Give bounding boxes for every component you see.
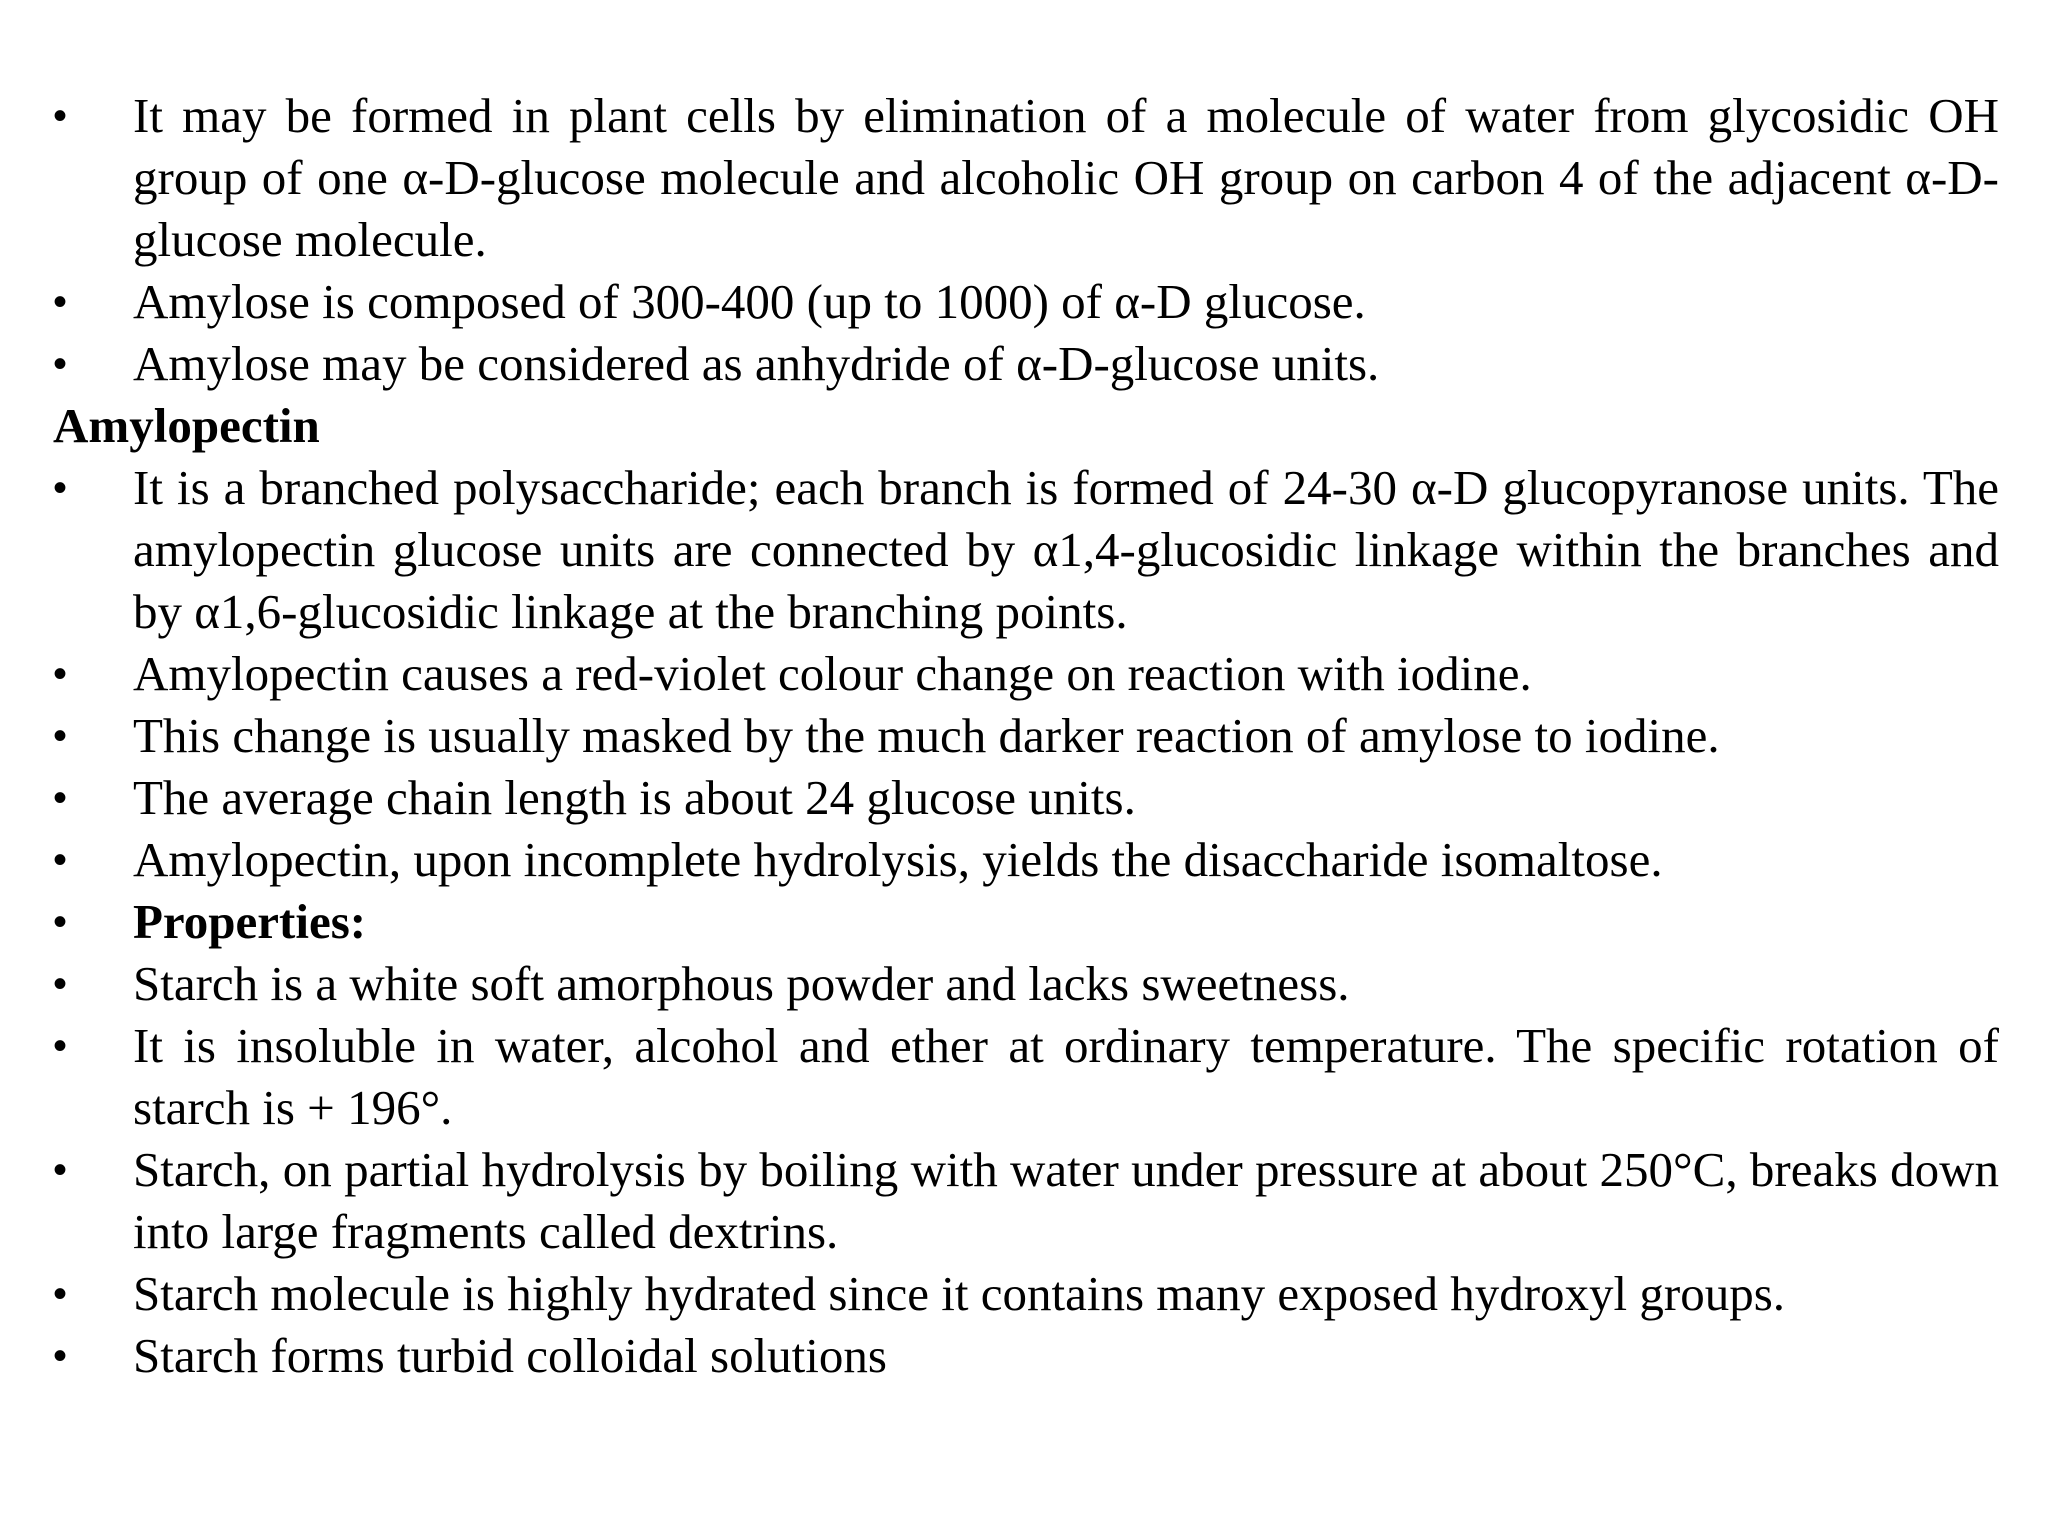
list-item xyxy=(53,953,1999,1015)
list-item-text: Starch is a white soft amorphous powder and lacks sweetness. xyxy=(133,956,1350,1011)
list-item xyxy=(53,1015,1999,1139)
bullet-icon: • xyxy=(53,962,68,1006)
list-item xyxy=(53,85,1999,271)
bullet-icon: • xyxy=(53,1334,68,1378)
list-item-text: Amylose may be considered as anhydride of α-D-glucose units. xyxy=(133,336,1380,391)
list-item xyxy=(53,1325,1999,1387)
bullet-icon: • xyxy=(53,900,68,944)
list-item-text: The average chain length is about 24 glucose units. xyxy=(133,770,1136,825)
list-item xyxy=(53,457,1999,643)
bullet-icon: • xyxy=(53,1272,68,1316)
bullet-icon: • xyxy=(53,94,68,138)
list-item-text: Amylose is composed of 300-400 (up to 1000) of α-D glucose. xyxy=(133,274,1366,329)
list-item xyxy=(53,643,1999,705)
bullet-icon: • xyxy=(53,280,68,324)
list-item xyxy=(53,767,1999,829)
list-item-text: Starch, on partial hydrolysis by boiling with water under pressure at about 250°C, breaks down into large fragments called dextrins. xyxy=(133,1142,1999,1259)
list-item-text: It is insoluble in water, alcohol and ether at ordinary temperature. The specific rotation of starch is + 196°. xyxy=(133,1018,1999,1135)
list-item xyxy=(53,705,1999,767)
bullet-icon: • xyxy=(53,1024,68,1068)
bullet-icon: • xyxy=(53,776,68,820)
list-item-text: Starch forms turbid colloidal solutions xyxy=(133,1328,887,1383)
bullet-icon: • xyxy=(53,838,68,882)
properties-heading: Properties: xyxy=(133,894,367,949)
bullet-icon: • xyxy=(53,466,68,510)
list-item xyxy=(53,829,1999,891)
bullet-icon: • xyxy=(53,1148,68,1192)
list-item-text: This change is usually masked by the much darker reaction of amylose to iodine. xyxy=(133,708,1720,763)
list-item-text: It is a branched polysaccharide; each branch is formed of 24-30 α-D glucopyranose units. The amylopectin glucose units are connected by α1,4-glucosidic linkage within the branches and by α1,6-glucosidic linkage at the branching points. xyxy=(133,460,1999,639)
list-item-text: Starch molecule is highly hydrated since it contains many exposed hydroxyl groups. xyxy=(133,1266,1786,1321)
list-item xyxy=(53,271,1999,333)
bullet-icon: • xyxy=(53,714,68,758)
section-heading-amylopectin: Amylopectin xyxy=(53,398,320,453)
list-item xyxy=(53,1263,1999,1325)
list-item-properties-heading xyxy=(53,891,1999,953)
list-item xyxy=(53,333,1999,395)
list-item-text: Amylopectin causes a red-violet colour change on reaction with iodine. xyxy=(133,646,1532,701)
bullet-list xyxy=(53,85,1999,1387)
bullet-icon: • xyxy=(53,342,68,386)
list-item-text: It may be formed in plant cells by elimination of a molecule of water from glycosidic OH group of one α-D-glucose molecule and alcoholic OH group on carbon 4 of the adjacent α-D-glucose molecule. xyxy=(133,88,1999,267)
list-item-text: Amylopectin, upon incomplete hydrolysis, yields the disaccharide isomaltose. xyxy=(133,832,1663,887)
list-item xyxy=(53,1139,1999,1263)
bullet-icon: • xyxy=(53,652,68,696)
